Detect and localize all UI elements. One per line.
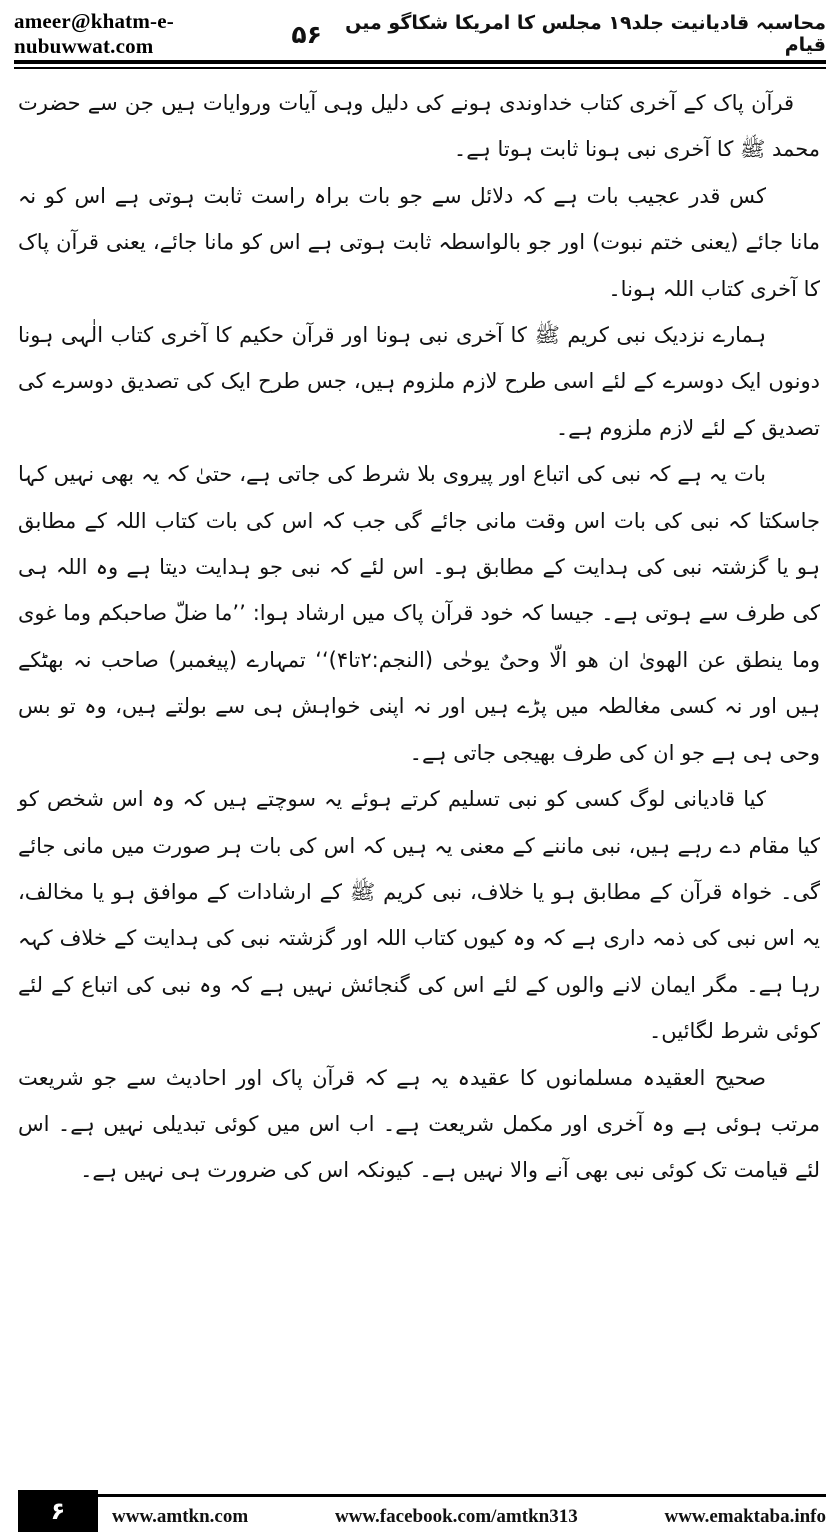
footer-links	[112, 1502, 826, 1532]
header-page-number: ۵۶	[291, 19, 322, 49]
body-text	[18, 80, 820, 1194]
header-rule-thin	[14, 67, 826, 69]
page-header	[14, 9, 826, 58]
paragraph: کیا قادیانی لوگ کسی کو نبی تسلیم کرتے ہوئے یہ سوچتے ہیں کہ وہ اس شخص کو کیا مقام دے رہے ہیں، نبی ماننے کے معنی یہ ہیں کہ اس کی بات ہر صورت میں مانی جائے گی۔ خواہ قرآن کے مطابق ہو یا خلاف، نبی کریم ﷺ کے ارشادات کے موافق ہو یا مخالف، یہ اس نبی کی ذمہ داری ہے کہ وہ کیوں کتاب اللہ اور گزشتہ نبی کی ہدایت کے خلاف کہہ رہا ہے۔ مگر ایمان لانے والوں کے لئے اس کی گنجائش نہیں ہے کہ وہ نبی کی اتباع کے لئے کوئی شرط لگائیں۔	[18, 787, 820, 1044]
footer-rule	[98, 1494, 826, 1497]
book-title: محاسبہ قادیانیت جلد۱۹ مجلس کا امریکا شکاگو میں قیام	[345, 12, 826, 56]
footer-page-number: ۶	[18, 1490, 98, 1532]
paragraph: کس قدر عجیب بات ہے کہ دلائل سے جو بات براہ راست ثابت ہوتی ہے اس کو نہ مانا جائے (یعنی ختم نبوت) اور جو بالواسطہ ثابت ہوتی ہے اس کو مانا جائے، یعنی قرآن پاک کا آخری کتاب اللہ ہونا۔	[18, 183, 820, 301]
header-title-group	[291, 12, 826, 56]
paragraph: ہمارے نزدیک نبی کریم ﷺ کا آخری نبی ہونا اور قرآن حکیم کا آخری کتاب الٰہی ہونا دونوں ایک دوسرے کے لئے اسی طرح لازم ملزوم ہیں، جس طرح ایک کی تصدیق دوسرے کی تصدیق کے لئے لازم ملزوم ہے۔	[18, 323, 820, 440]
footer-link-facebook[interactable]: www.facebook.com/amtkn313	[334, 1506, 578, 1527]
footer-link-amtkn[interactable]: www.amtkn.com	[112, 1506, 249, 1527]
paragraph: قرآن پاک کے آخری کتاب خداوندی ہونے کی دلیل وہی آیات وروایات ہیں جن سے حضرت محمد ﷺ کا آخری نبی ہونا ثابت ہوتا ہے۔	[18, 91, 820, 162]
footer-link-emaktaba[interactable]: www.emaktaba.info	[664, 1506, 826, 1527]
header-email[interactable]: ameer@khatm-e-nubuwwat.com	[14, 9, 174, 58]
header-rule-thick	[14, 60, 826, 64]
paragraph: صحیح العقیدہ مسلمانوں کا عقیدہ یہ ہے کہ قرآن پاک اور احادیث سے جو شریعت مرتب ہوئی ہے وہ آخری اور مکمل شریعت ہے۔ اب اس میں کوئی تبدیلی نہیں ہے۔ اس لئے قیامت تک کوئی نبی بھی آنے والا نہیں ہے۔ کیونکہ اس کی ضرورت ہی نہیں ہے۔	[18, 1065, 820, 1183]
paragraph: بات یہ ہے کہ نبی کی اتباع اور پیروی بلا شرط کی جاتی ہے، حتیٰ کہ یہ بھی نہیں کہا جاسکتا کہ نبی کی بات اس وقت مانی جائے گی جب کہ اس کی بات کتاب اللہ کے مطابق ہو یا گزشتہ نبی کی ہدایت کے مطابق ہو۔ اس لئے کہ نبی جو ہدایت دیتا ہے وہ اللہ ہی کی طرف سے ہوتی ہے۔ جیسا کہ خود قرآن پاک میں ارشاد ہوا: ’’ما ضلّ صاحبکم وما غوی وما ینطق عن الھویٰ ان ھو الّا وحیٌ یوحٰی (النجم:۲تا۴)‘‘ تمہارے (پیغمبر) صاحب نہ بھٹکے ہیں اور نہ کسی مغالطہ میں پڑے ہیں اور نہ اپنی خواہش ہی سے بولتے ہیں، وہ تو بس وحی ہی ہے جو ان کی طرف بھیجی جاتی ہے۔	[18, 462, 821, 765]
